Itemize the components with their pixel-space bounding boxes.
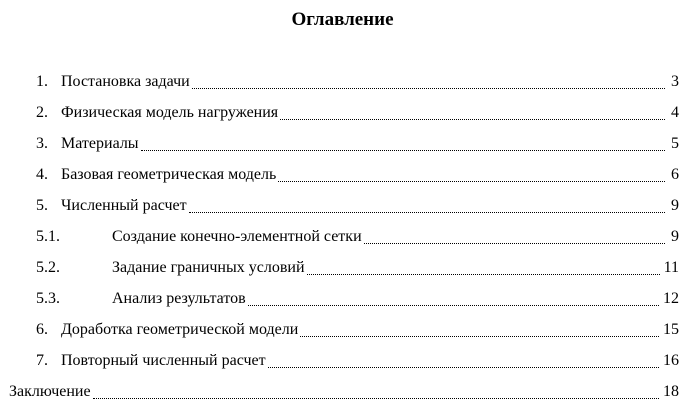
toc-title: Оглавление xyxy=(291,9,394,30)
table-of-contents xyxy=(0,66,685,407)
toc-entry-title: Задание граничных условий xyxy=(112,259,305,276)
toc-entry-title: Базовая геометрическая модель xyxy=(61,166,277,183)
toc-entry-page: 5 xyxy=(671,135,679,152)
toc-dot-leader xyxy=(307,273,660,275)
toc-entry-conclusion[interactable] xyxy=(0,376,685,407)
toc-entry-page: 9 xyxy=(671,197,679,214)
toc-dot-leader xyxy=(280,118,665,120)
toc-dot-leader xyxy=(141,149,665,151)
toc-entry-number: 5. xyxy=(36,197,48,214)
toc-entry-title: Материалы xyxy=(61,135,139,152)
toc-entry-page: 16 xyxy=(663,352,679,369)
toc-entry-title: Численный расчет xyxy=(61,197,187,214)
toc-dot-leader xyxy=(189,211,665,213)
toc-entry-number: 6. xyxy=(36,321,48,338)
toc-entry-5-2[interactable] xyxy=(0,252,685,283)
toc-entry-number: 1. xyxy=(36,73,48,90)
toc-entry-page: 15 xyxy=(663,321,679,338)
toc-entry-2[interactable] xyxy=(0,97,685,128)
toc-dot-leader xyxy=(192,87,665,89)
toc-entry-5[interactable] xyxy=(0,190,685,221)
toc-entry-title: Заключение xyxy=(9,383,91,400)
toc-entry-6[interactable] xyxy=(0,314,685,345)
toc-entry-number: 3. xyxy=(36,135,48,152)
toc-entry-page: 18 xyxy=(663,383,679,400)
toc-dot-leader xyxy=(300,335,659,337)
toc-entry-page: 4 xyxy=(671,104,679,121)
toc-entry-number: 4. xyxy=(36,166,48,183)
toc-dot-leader xyxy=(364,242,665,244)
toc-entry-number: 7. xyxy=(36,352,48,369)
toc-entry-title: Физическая модель нагружения xyxy=(61,104,279,121)
toc-entry-page: 12 xyxy=(663,290,679,307)
toc-entry-7[interactable] xyxy=(0,345,685,376)
toc-entry-5-1[interactable] xyxy=(0,221,685,252)
toc-entry-title: Постановка задачи xyxy=(61,73,190,90)
toc-dot-leader xyxy=(268,366,659,368)
toc-entry-number: 5.3. xyxy=(36,290,60,307)
toc-entry-1[interactable] xyxy=(0,66,685,97)
toc-entry-page: 6 xyxy=(671,166,679,183)
toc-entry-page: 3 xyxy=(671,73,679,90)
toc-dot-leader xyxy=(248,304,659,306)
toc-entry-page: 11 xyxy=(663,259,679,276)
toc-dot-leader xyxy=(93,397,659,399)
toc-entry-4[interactable] xyxy=(0,159,685,190)
toc-entry-number: 5.2. xyxy=(36,259,60,276)
toc-entry-3[interactable] xyxy=(0,128,685,159)
toc-dot-leader xyxy=(278,180,665,182)
toc-entry-title: Доработка геометрической модели xyxy=(61,321,299,338)
toc-entry-5-3[interactable] xyxy=(0,283,685,314)
toc-entry-title: Создание конечно-элементной сетки xyxy=(112,228,362,245)
toc-entry-number: 2. xyxy=(36,104,48,121)
toc-entry-page: 9 xyxy=(671,228,679,245)
toc-entry-title: Повторный численный расчет xyxy=(61,352,266,369)
toc-entry-title: Анализ результатов xyxy=(112,290,246,307)
toc-entry-number: 5.1. xyxy=(36,228,60,245)
